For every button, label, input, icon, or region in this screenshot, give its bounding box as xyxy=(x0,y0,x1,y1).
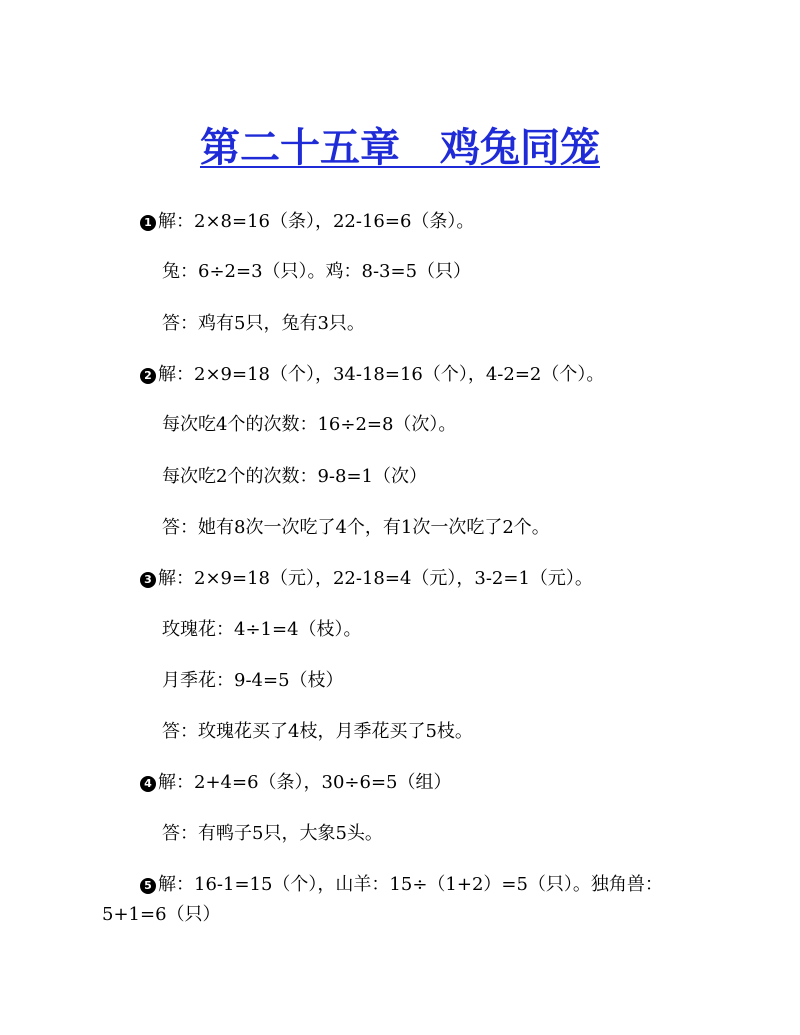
problem-5-continuation: 5+1=6（只） xyxy=(102,904,221,925)
problem-2-solution xyxy=(140,361,604,389)
problem-2-answer: 答：她有8次一次吃了4个，有1次一次吃了2个。 xyxy=(162,517,550,538)
problem-5-solve-text: 解：16-1=15（个），山羊：15÷（1+2）=5（只）。独角兽： xyxy=(158,874,663,895)
problem-number-badge: 4 xyxy=(140,776,156,792)
problem-number-badge: 2 xyxy=(140,368,156,384)
chapter-title: 第二十五章 鸡兔同笼 xyxy=(200,124,600,171)
problem-1-line-1: 兔：6÷2=3（只）。鸡：8-3=5（只） xyxy=(162,261,472,282)
problem-4-solve-text: 解：2+4=6（条），30÷6=5（组） xyxy=(158,772,452,793)
problem-5-solution xyxy=(140,871,663,899)
problem-2-solve-text: 解：2×9=18（个），34-18=16（个），4-2=2（个）。 xyxy=(158,364,605,385)
problem-number-badge: 5 xyxy=(140,878,156,894)
problem-number-badge: 1 xyxy=(140,215,156,231)
problem-1-solve-text: 解：2×8=16（条），22-16=6（条）。 xyxy=(158,211,475,232)
problem-number-badge: 3 xyxy=(140,572,156,588)
problem-1-solution xyxy=(140,208,474,236)
problem-2-line-2: 每次吃2个的次数：9-8=1（次） xyxy=(162,466,427,487)
problem-3-line-1: 玫瑰花：4÷1=4（枝）。 xyxy=(162,619,362,640)
problem-4-solution xyxy=(140,769,452,797)
problem-3-answer: 答：玫瑰花买了4枝，月季花买了5枝。 xyxy=(162,721,473,742)
problem-4-answer: 答：有鸭子5只，大象5头。 xyxy=(162,823,383,844)
problem-3-solve-text: 解：2×9=18（元），22-18=4（元），3-2=1（元）。 xyxy=(158,568,593,589)
problem-3-solution xyxy=(140,565,593,593)
problem-2-line-1: 每次吃4个的次数：16÷2=8（次）。 xyxy=(162,414,457,435)
problem-1-answer: 答：鸡有5只，兔有3只。 xyxy=(162,313,365,334)
problem-3-line-2: 月季花：9-4=5（枝） xyxy=(162,670,344,691)
